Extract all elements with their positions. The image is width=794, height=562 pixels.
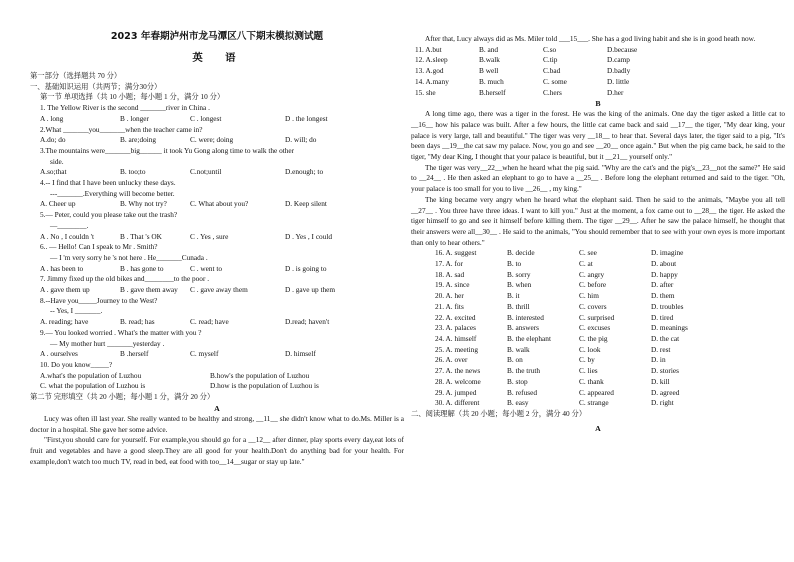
exam-title: 2023 年春期泸州市龙马潭区八下期末模拟测试题 <box>110 31 324 42</box>
cloze-options-a <box>411 45 785 99</box>
cloze-option-row <box>411 323 785 334</box>
cloze-option[interactable]: 22. A. excited <box>435 312 476 322</box>
answer-option[interactable]: D. himself <box>285 349 316 359</box>
cloze-option[interactable]: D. after <box>651 280 674 290</box>
answer-option[interactable]: B. read; has <box>120 317 155 327</box>
answer-options <box>30 285 404 296</box>
cloze-option[interactable]: B. the elephant <box>507 333 551 343</box>
cloze-option-row <box>411 388 785 399</box>
answer-option[interactable]: B . gave them away <box>120 285 178 295</box>
cloze-option-row <box>411 270 785 281</box>
cloze-option[interactable]: D. right <box>651 398 674 408</box>
passage-paragraph: "First,you should care for yourself. For example,you should go for a __12__ after dinner, play sports every day,eat lots of fruit and vegetables and have a good sleep.They are all good for your health.Don't do anything bad for your health. For example,don't watch too much TV, read in bed, eat food with too__14__sugar or stay up late." <box>30 435 404 466</box>
part-heading: 第一部分（选择题共 70 分） <box>30 71 122 80</box>
cloze-option[interactable]: C. look <box>579 344 601 354</box>
cloze-option[interactable]: 13. A.god <box>415 66 444 76</box>
cloze-option[interactable]: B. and <box>479 44 499 54</box>
cloze-option-row <box>411 345 785 356</box>
cloze-option-row <box>411 248 785 259</box>
cloze-option[interactable]: D. tired <box>651 312 674 322</box>
passage-paragraph: A long time ago, there was a tiger in the forest. He was the king of the animals. One day the tiger asked a little cat to __16__ how his palace was built. After a few hours, the little cat came back and said __17__ the tiger, "My dear king, your palace is very large, tall and beautiful." The tiger was very __18__ to hear that. Several days later, the tiger said to a pig, "It's been days __19__the cat saw my palace. Now, you go and see __20__ once again." But when the pig came back, he said to the tiger, "My dear King, I thought that your palace is beautiful, but it __21__ yourself only." <box>411 109 785 162</box>
question-stem-continued: — I 'm very sorry he 's not here . He_______Cunada . <box>50 252 208 262</box>
cloze-option[interactable]: D. about <box>651 259 677 269</box>
answer-option[interactable]: B . has gone to <box>120 263 164 273</box>
answer-option[interactable]: C. What about you? <box>190 199 249 209</box>
cloze-option[interactable]: B. to <box>507 259 522 269</box>
subsection-heading-cloze: 第二节 完形填空（共 20 小题；每小题 1 分，满分 20 分） <box>30 392 215 402</box>
answer-option[interactable]: A . has been to <box>40 263 84 273</box>
answer-option[interactable]: A . gave them up <box>40 285 90 295</box>
cloze-option[interactable]: D. rest <box>651 344 671 354</box>
cloze-option[interactable]: C. some <box>543 76 567 86</box>
cloze-option[interactable]: D. little <box>607 76 630 86</box>
question-stem-continued: —________. <box>50 220 89 230</box>
answer-option[interactable]: C. what the population of Luzhou is <box>40 381 146 391</box>
answer-options <box>30 167 404 178</box>
cloze-option[interactable]: B.walk <box>479 55 500 65</box>
passage-label: A <box>214 403 220 413</box>
answer-option[interactable]: B. too;to <box>120 167 146 177</box>
answer-option[interactable]: A. Cheer up <box>40 199 76 209</box>
cloze-option[interactable]: D. kill <box>651 376 670 386</box>
cloze-option[interactable]: 11. A.but <box>415 44 442 54</box>
answer-option[interactable]: A. reading; have <box>40 317 89 327</box>
cloze-option[interactable]: C. angry <box>579 269 605 279</box>
answer-options <box>30 199 404 210</box>
subject-heading: 英 语 <box>192 52 242 64</box>
answer-option[interactable]: A . long <box>40 113 64 123</box>
cloze-option[interactable]: 12. A.sleep <box>415 55 448 65</box>
cloze-option[interactable]: C.hers <box>543 87 562 97</box>
answer-option[interactable]: C . went to <box>190 263 223 273</box>
answer-option[interactable]: C. myself <box>190 349 219 359</box>
cloze-option-row <box>411 355 785 366</box>
cloze-option[interactable]: D. happy <box>651 269 678 279</box>
cloze-option[interactable]: C. before <box>579 280 607 290</box>
cloze-option[interactable]: B well <box>479 66 499 76</box>
answer-options <box>30 264 404 275</box>
cloze-option-row <box>411 259 785 270</box>
cloze-option-row <box>411 398 785 409</box>
cloze-option[interactable]: 20. A. her <box>435 291 464 301</box>
cloze-option[interactable]: 29. A. jumped <box>435 387 477 397</box>
answer-option[interactable]: B .herself <box>120 349 149 359</box>
cloze-option[interactable]: 21. A. fits <box>435 301 464 311</box>
cloze-option[interactable]: 17. A. for <box>435 259 463 269</box>
question-stem: 6.. — Hello! Can I speak to Mr . Smith? <box>40 242 158 252</box>
question-stem: 4.-- I find that I have been unlucky these days. <box>40 178 176 188</box>
cloze-option[interactable]: D. troubles <box>651 301 684 311</box>
cloze-option[interactable]: C. thank <box>579 376 604 386</box>
passage-label: A <box>595 423 601 433</box>
question-stem: 2.What _______you_______when the teacher came in? <box>40 124 203 134</box>
cloze-option[interactable]: 25. A. meeting <box>435 344 478 354</box>
cloze-option-row <box>411 302 785 313</box>
cloze-option-row <box>411 334 785 345</box>
answer-option[interactable]: C.not;until <box>190 167 222 177</box>
cloze-option[interactable]: B. much <box>479 76 504 86</box>
cloze-option[interactable]: D.camp <box>607 55 630 65</box>
question-stem: 1. The Yellow River is the second _______river in China . <box>40 103 210 113</box>
question-stem-continued: ---_______.Everything will become better. <box>50 188 175 198</box>
passage-paragraph: After that, Lucy always did as Ms. Miler told ___15___. She has a god living habit and she is in good heath now. <box>425 34 756 43</box>
answer-option[interactable]: A . No , I couldn 't <box>40 231 95 241</box>
cloze-option[interactable]: 14. A.many <box>415 76 449 86</box>
cloze-option[interactable]: B. easy <box>507 398 529 408</box>
cloze-option[interactable]: D. in <box>651 355 666 365</box>
answer-options <box>30 135 404 146</box>
left-column <box>30 0 404 467</box>
answer-option[interactable]: A.do; do <box>40 135 66 145</box>
cloze-option[interactable]: C. excuses <box>579 323 611 333</box>
answer-option[interactable]: B. Why not try? <box>120 199 167 209</box>
answer-option[interactable]: C . longest <box>190 113 222 123</box>
answer-options <box>30 114 404 125</box>
passage-paragraph: The king became very angry when he heard what the elephant said. Then he said to the animals, "Maybe you all tell __27__ . You three have three ideas. I want to kill you." Just at the moment, a fox came out to __28__ the tiger. He asked the tiger himself to go and see it himself before killing them. The tiger __29__. After he saw the palace himself, he thought that their answers were all__30__ . He said to the animals, "You should remember that to see with your own eyes is more important than only to hear others." <box>411 194 785 247</box>
question-stem: 5.— Peter, could you please take out the trash? <box>40 210 178 220</box>
question-stem: 3.The mountains were_______big______ it took Yu Gong along time to walk the other <box>40 145 295 155</box>
cloze-option-row <box>411 377 785 388</box>
cloze-option-row <box>411 280 785 291</box>
cloze-option[interactable]: C.so <box>543 44 557 54</box>
cloze-option[interactable]: C. appeared <box>579 387 614 397</box>
cloze-option[interactable]: B. on <box>507 355 523 365</box>
cloze-option[interactable]: D. meanings <box>651 323 688 333</box>
answer-options <box>30 371 404 382</box>
cloze-option[interactable]: C.tip <box>543 55 558 65</box>
answer-option[interactable]: D . Yes , I could <box>285 231 333 241</box>
passage-paragraph: Lucy was often ill last year. She really wanted to be healthy and strong, __11__ she didn't know what to do.Ms. Miller is a doctor in a hospital. She gave her some advice. <box>30 413 404 434</box>
cloze-option[interactable]: B. the truth <box>507 366 541 376</box>
answer-option[interactable]: C. read; have <box>190 317 229 327</box>
cloze-option[interactable]: B. answers <box>507 323 540 333</box>
cloze-option[interactable]: B. interested <box>507 312 544 322</box>
cloze-option[interactable]: 24. A. himself <box>435 333 477 343</box>
question-stem: 8.--Have you_____Journey to the West? <box>40 295 158 305</box>
cloze-option[interactable]: C. see <box>579 248 597 258</box>
answer-option[interactable]: C . Yes , sure <box>190 231 229 241</box>
cloze-option[interactable]: C.bad <box>543 66 561 76</box>
cloze-option[interactable]: 30. A. different <box>435 398 480 408</box>
answer-options <box>30 317 404 328</box>
cloze-option-row <box>411 313 785 324</box>
cloze-option[interactable]: D. agreed <box>651 387 680 397</box>
section-heading: 一、基础知识运用（共两节；满分30分） <box>30 81 162 91</box>
cloze-option[interactable]: B. sorry <box>507 269 531 279</box>
cloze-option[interactable]: B. stop <box>507 376 528 386</box>
cloze-option-row <box>411 77 785 88</box>
cloze-option[interactable]: D.badly <box>607 66 631 76</box>
cloze-option-row <box>411 291 785 302</box>
section-heading-reading: 二、阅读理解（共 20 小题；每小题 2 分，满分 40 分） <box>411 408 587 418</box>
answer-option[interactable]: B. are;doing <box>120 135 157 145</box>
cloze-option[interactable]: 27. A. the news <box>435 366 481 376</box>
cloze-option-row <box>411 66 785 77</box>
answer-options <box>30 381 404 392</box>
cloze-option[interactable]: D. them <box>651 291 675 301</box>
answer-options <box>30 232 404 243</box>
cloze-option[interactable]: C. at <box>579 259 593 269</box>
question-stem: 7. Jimmy fixed up the old bikes and________to the poor . <box>40 274 210 284</box>
answer-option[interactable]: D . gave up them <box>285 285 336 295</box>
cloze-option-row <box>411 55 785 66</box>
answer-option[interactable]: D . the longest <box>285 113 328 123</box>
question-stem: 9.— You looked worried . What's the matter with you ? <box>40 327 202 337</box>
answer-option[interactable]: A.so;that <box>40 167 67 177</box>
cloze-options-b <box>411 248 785 409</box>
cloze-option[interactable]: C. lies <box>579 366 598 376</box>
cloze-option-row <box>411 366 785 377</box>
answer-option[interactable]: B.how's the population of Luzhou <box>210 370 310 380</box>
cloze-option[interactable]: 19. A. since <box>435 280 470 290</box>
subsection-heading: 第一节 单项选择（共 10 小题；每小题 1 分，满分 10 分） <box>40 92 225 102</box>
cloze-option[interactable]: C. strange <box>579 398 609 408</box>
passage-paragraph: The tiger was very__22__when he heard what the pig said. "Why are the cat's and the pig's__23__not the same?" He said to __24__ . He then asked an elephant to go to have a __25__ . Before long the elephant returned and said to the tiger. "Oh, your palace is too small for you to live __26__ , my king." <box>411 162 785 194</box>
right-column <box>411 34 785 434</box>
answer-option[interactable]: A.what's the population of Luzhou <box>40 370 142 380</box>
cloze-option[interactable]: 28. A. welcome <box>435 376 481 386</box>
question-stem-continued: -- Yes, I _______. <box>50 306 103 316</box>
cloze-option[interactable]: D. stories <box>651 366 679 376</box>
cloze-option-row <box>411 88 785 99</box>
answer-option[interactable]: C . gave away them <box>190 285 248 295</box>
multiple-choice-list <box>30 103 404 392</box>
answer-option[interactable]: D. Keep silent <box>285 199 327 209</box>
answer-option[interactable]: D.enough; to <box>285 167 324 177</box>
cloze-option[interactable]: 26. A. over <box>435 355 468 365</box>
cloze-option[interactable]: B. when <box>507 280 532 290</box>
cloze-option[interactable]: C. by <box>579 355 595 365</box>
answer-option[interactable]: A . ourselves <box>40 349 78 359</box>
question-stem-continued: — My mother hurt _______yesterday . <box>50 338 165 348</box>
cloze-option[interactable]: 18. A. sad <box>435 269 465 279</box>
answer-option[interactable]: D.how is the population of Luzhou is <box>210 381 319 391</box>
cloze-option[interactable]: 23. A. palaces <box>435 323 476 333</box>
answer-option[interactable]: B . That 's OK <box>120 231 162 241</box>
passage-label: B <box>595 99 601 109</box>
cloze-option[interactable]: C. the pig <box>579 333 608 343</box>
cloze-option[interactable]: C. surprised <box>579 312 615 322</box>
question-stem: 10. Do you know_____? <box>40 359 113 369</box>
cloze-option[interactable]: C. him <box>579 291 599 301</box>
cloze-option[interactable]: 16. A. suggest <box>435 248 477 258</box>
cloze-option[interactable]: D. imagine <box>651 248 684 258</box>
question-stem-continued: side. <box>50 156 64 166</box>
cloze-option[interactable]: B.herself <box>479 87 506 97</box>
answer-option[interactable]: D.read; haven't <box>285 317 330 327</box>
cloze-option[interactable]: B. decide <box>507 248 535 258</box>
cloze-option[interactable]: 15. she <box>415 87 436 97</box>
answer-options <box>30 349 404 360</box>
cloze-option[interactable]: B. thrill <box>507 301 530 311</box>
answer-option[interactable]: B . longer <box>120 113 149 123</box>
answer-option[interactable]: D . is going to <box>285 263 327 273</box>
answer-option[interactable]: C. were; doing <box>190 135 234 145</box>
cloze-option[interactable]: D.her <box>607 87 624 97</box>
cloze-option[interactable]: B. it <box>507 291 520 301</box>
cloze-option-row <box>411 45 785 56</box>
cloze-option[interactable]: B. refused <box>507 387 537 397</box>
answer-option[interactable]: D. will; do <box>285 135 317 145</box>
cloze-option[interactable]: B. walk <box>507 344 530 354</box>
cloze-option[interactable]: D. the cat <box>651 333 680 343</box>
cloze-option[interactable]: C. covers <box>579 301 607 311</box>
cloze-option[interactable]: D.because <box>607 44 638 54</box>
